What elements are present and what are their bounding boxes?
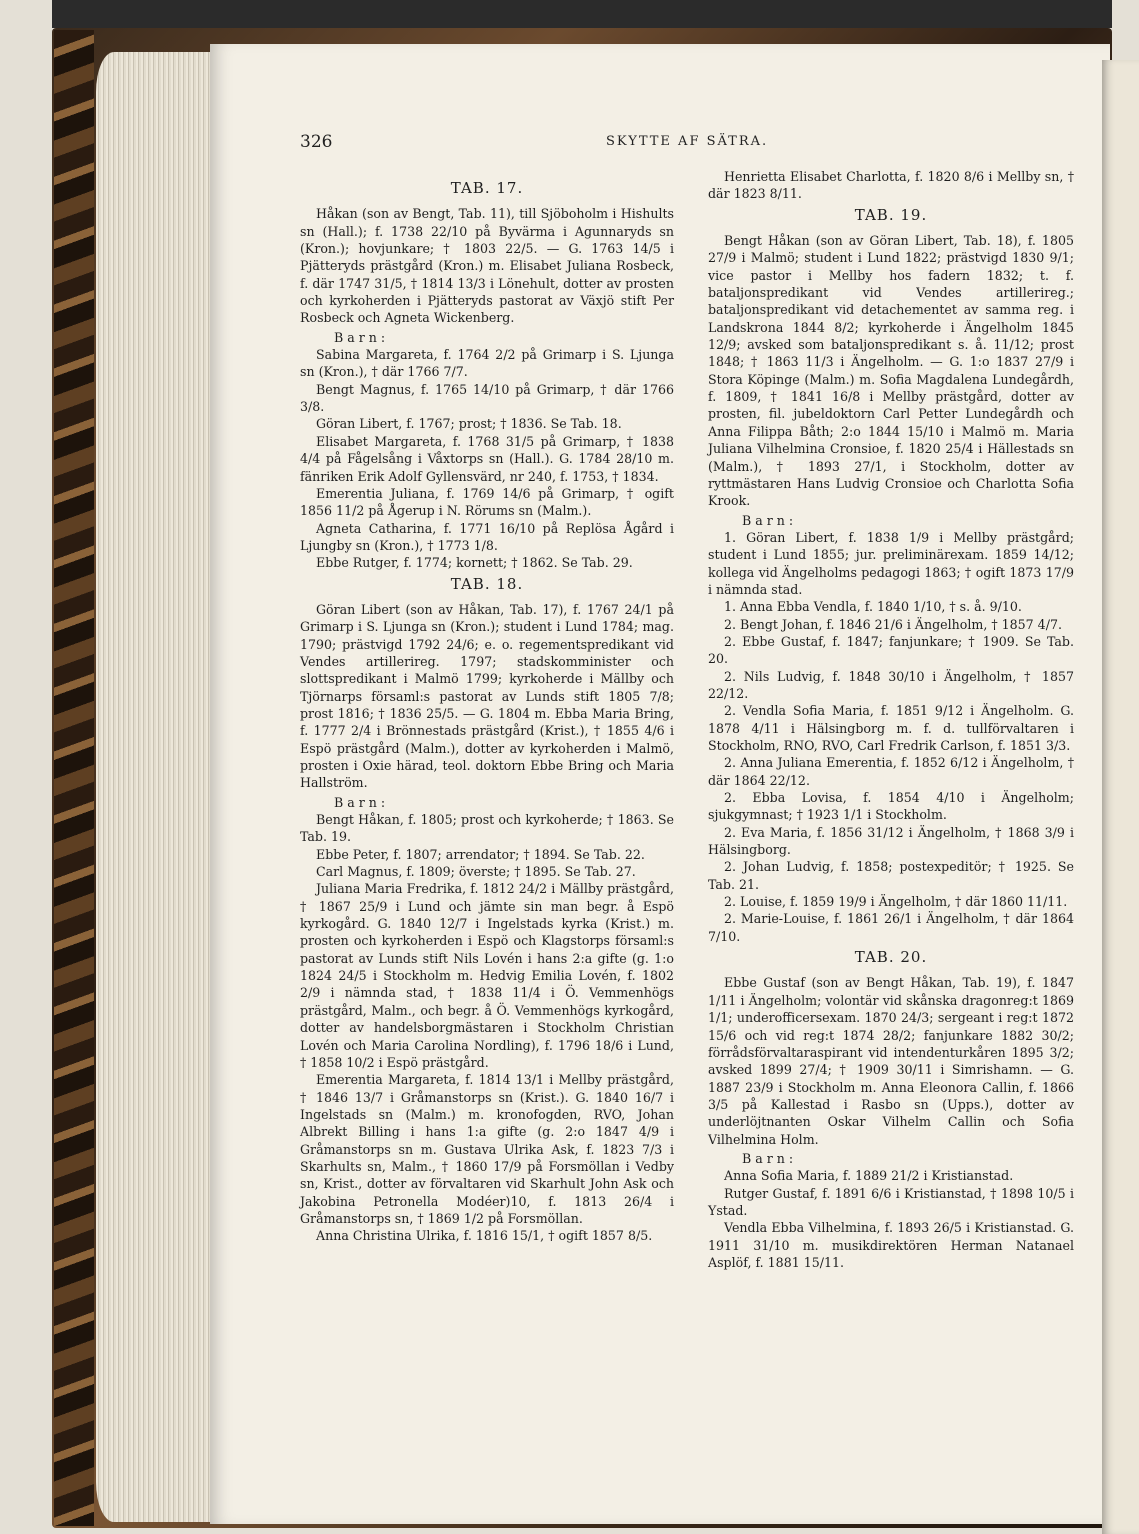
facing-page-edge [1102,60,1139,1534]
left-child-entry: Sabina Margareta, f. 1764 2/2 på Grimarp i S. Ljunga sn (Kron.), † där 1766 7/7. [300,347,674,380]
left-child-entry: Elisabet Margareta, f. 1768 31/5 på Grimarp, † 1838 4/4 på Fågelsång i Våxtorps sn (Hall.). G. 1784 28/10 m. fänriken Erik Adolf Gyllensvärd, nr 240, f. 1753, † 1834. [300,433,674,484]
left-children-label: Barn: [334,329,390,345]
right-child-entry: Rutger Gustaf, f. 1891 6/6 i Kristianstad, † 1898 10/5 i Ystad. [708,1185,1074,1218]
right-table-heading: TAB. 20. [854,948,928,967]
right-child-entry: 2. Ebba Lovisa, f. 1854 4/10 i Ängelholm; sjukgymnast; † 1923 1/1 i Stockholm. [708,790,1074,823]
right-children-label: Barn: [742,1150,798,1166]
left-biography-paragraph: Håkan (son av Bengt, Tab. 11), till Sjöboholm i Hishults sn (Hall.); f. 1738 22/10 på Byvärma i Agunnaryds sn (Kron.); hovjunkare; † 1803 22/5. — G. 1763 14/5 i Pjätteryds prästgård (Kron.) m. Elisabet Juliana Rosbeck, f. där 1747 31/5, † 1814 13/3 i Lönehult, dotter av prosten och kyrkoherden i Pjätteryds pastorat av Växjö stift Per Rosbeck och Agneta Wickenberg. [300,206,674,326]
right-child-entry: 2. Nils Ludvig, f. 1848 30/10 i Ängelholm, † 1857 22/12. [708,668,1074,701]
right-child-entry: 1. Anna Ebba Vendla, f. 1840 1/10, † s. å. 9/10. [724,599,1022,615]
left-child-entry: Carl Magnus, f. 1809; överste; † 1895. Se Tab. 27. [316,864,636,880]
right-child-entry: Anna Sofia Maria, f. 1889 21/2 i Kristianstad. [724,1168,1014,1184]
left-child-entry: Bengt Magnus, f. 1765 14/10 på Grimarp, † där 1766 3/8. [300,381,674,415]
right-child-entry: Henrietta Elisabet Charlotta, f. 1820 8/6 i Mellby sn, † där 1823 8/11. [708,169,1074,202]
left-children-label: Barn: [334,794,390,810]
left-child-entry: Göran Libert, f. 1767; prost; † 1836. Se Tab. 18. [316,416,622,432]
left-child-entry: Bengt Håkan, f. 1805; prost och kyrkoherde; † 1863. Se Tab. 19. [300,812,674,845]
right-biography-paragraph: Bengt Håkan (son av Göran Libert, Tab. 18), f. 1805 27/9 i Malmö; student i Lund 1822; prästvigd 1830 9/1; vice pastor i Mellby hos fadern 1832; t. f. bataljonspredikant vid Vendes artillerireg.; bataljonspredikant vid detachementet av samma reg. i Landskrona 1844 8/2; kyrkoherde i Ängelholm 1845 12/9; avsked som bataljonspredikant s. å. 11/12; prost 1848; † 1863 11/3 i Ängelholm. — G. 1:o 1837 27/9 i Stora Köpinge (Malm.) m. Sofia Magdalena Lundegårdh, f. 1809, † 1841 16/8 i Mellby prästgård, dotter av prosten, fil. jubeldoktorn Carl Petter Lundegårdh och Anna Filippa Båth; 2:o 1844 15/10 i Malmö m. Maria Juliana Vilhelmina Cronsioe, f. 1820 25/4 i Hällestads sn (Malm.), † 1893 27/1, i Stockholm, dotter av ryttmästaren Hans Ludvig Cronsioe och Charlotta Sofia Krook. [708,233,1074,509]
scanner-ruler-bar [52,0,1112,28]
page-number: 326 [300,132,333,152]
left-child-entry: Anna Christina Ulrika, f. 1816 15/1, † ogift 1857 8/5. [316,1228,653,1244]
right-children-label: Barn: [742,512,798,528]
right-column [708,168,1074,1271]
right-child-entry: 2. Bengt Johan, f. 1846 21/6 i Ängelholm, † 1857 4/7. [724,616,1062,632]
left-child-entry: Juliana Maria Fredrika, f. 1812 24/2 i Mällby prästgård, † 1867 25/9 i Lund och jämte sin man begr. å Espö kyrkogård. G. 1840 12/7 i Ingelstads kyrka (Krist.) m. prosten och kyrkoherden i Espö och Klagstorps församl:s pastorat av Lunds stift Nils Lovén i hans 2:a gifte (g. 1:o 1824 24/5 i Stockholm m. Hedvig Emilia Lovén, f. 1802 2/9 i nämnda stad, † 1838 11/4 i Ö. Vemmenhögs prästgård, Malm., och begr. å Ö. Vemmenhögs kyrkogård, dotter av handelsborgmästaren i Stockholm Christian Lovén och Maria Carolina Nordling), f. 1796 18/6 i Lund, † 1858 10/2 i Espö prästgård. [300,881,674,1070]
right-child-entry: 2. Eva Maria, f. 1856 31/12 i Ängelholm, † 1868 3/9 i Hälsingborg. [708,824,1074,858]
left-child-entry: Agneta Catharina, f. 1771 16/10 på Replösa Ågård i Ljungby sn (Kron.), † 1773 1/8. [300,520,674,553]
right-child-entry: 2. Ebbe Gustaf, f. 1847; fanjunkare; † 1909. Se Tab. 20. [708,633,1074,667]
right-child-entry: 1. Göran Libert, f. 1838 1/9 i Mellby prästgård; student i Lund 1855; jur. preliminärexam. 1859 14/12; kollega vid Ängelholms pedagogi 1863; † ogift 1873 17/9 i nämnda stad. [708,529,1074,597]
right-child-entry: 2. Vendla Sofia Maria, f. 1851 9/12 i Ängelholm. G. 1878 4/11 i Hälsingborg m. f. d. tullförvaltaren i Stockholm, RNO, RVO, Carl Fredrik Carlson, f. 1851 3/3. [708,703,1074,753]
left-table-heading: TAB. 17. [450,179,524,197]
book-spine [54,30,94,1526]
left-child-entry: Emerentia Margareta, f. 1814 13/1 i Mellby prästgård, † 1846 13/7 i Gråmanstorps sn (Krist.). G. 1840 16/7 i Ingelstads sn (Malm.) m. kronofogden, RVO, Johan Albrekt Billing i hans 1:a gifte (g. 2:o 1847 4/9 i Gråmanstorps sn m. Gustava Ulrika Ask, f. 1823 7/3 i Skarhults sn, Malm., † 1860 17/9 på Forsmöllan i Vedby sn, Krist., dotter av förvaltaren vid Skarhult John Ask och Jakobina Petronella Modéer)10, f. 1813 26/4 i Gråmanstorps sn, † 1869 1/2 på Forsmöllan. [300,1072,674,1226]
running-title: SKYTTE AF SÄTRA. [606,134,769,149]
right-child-entry: 2. Johan Ludvig, f. 1858; postexpeditör; † 1925. Se Tab. 21. [708,859,1074,892]
right-child-entry: Vendla Ebba Vilhelmina, f. 1893 26/5 i Kristianstad. G. 1911 31/10 m. musikdirektören Herman Natanael Asplöf, f. 1881 15/11. [708,1220,1074,1270]
left-column [300,176,674,1245]
left-biography-paragraph: Göran Libert (son av Håkan, Tab. 17), f. 1767 24/1 på Grimarp i S. Ljunga sn (Kron.); student i Lund 1784; mag. 1790; prästvigd 1792 24/6; e. o. regementspredikant vid Vendes artillerireg. 1797; stadskomminister och slottspredikant i Malmö 1799; kyrkoherde i Mällby och Tjörnarps församl:s pastorat av Lunds stift 1805 7/8; prost 1816; † 1836 25/5. — G. 1804 m. Ebba Maria Bring, f. 1777 2/4 i Brönnestads prästgård (Krist.), † 1855 4/6 i Espö prästgård (Malm.), dotter av kyrkoherden i Malmö, prosten i Oxie härad, teol. doktorn Ebbe Bring och Maria Hallström. [300,601,674,791]
right-biography-paragraph: Ebbe Gustaf (son av Bengt Håkan, Tab. 19), f. 1847 1/11 i Ängelholm; volontär vid skånska dragonreg:t 1869 1/1; underofficersexam. 1870 24/3; sergeant i reg:t 1872 15/6 och vid reg:t 1874 28/2; fanjunkare 1882 30/2; förrådsförvaltaraspirant vid intendenturkåren 1895 3/2; avsked 1899 27/4; † 1909 30/11 i Simrishamn. — G. 1887 23/9 i Stockholm m. Anna Eleonora Callin, f. 1866 3/5 på Kallestad i Rasbo sn (Upps.), dotter av underlöjtnanten Oskar Vilhelm Callin och Sofia Vilhelmina Holm. [708,975,1074,1147]
right-child-entry: 2. Anna Juliana Emerentia, f. 1852 6/12 i Ängelholm, † där 1864 22/12. [708,755,1074,788]
right-table-heading: TAB. 19. [854,205,928,224]
right-child-entry: 2. Marie-Louise, f. 1861 26/1 i Ängelholm, † där 1864 7/10. [708,911,1074,944]
left-child-entry: Ebbe Rutger, f. 1774; kornett; † 1862. Se Tab. 29. [316,555,633,571]
page-edges [96,52,222,1522]
right-child-entry: 2. Louise, f. 1859 19/9 i Ängelholm, † där 1860 11/11. [724,894,1068,910]
left-child-entry: Emerentia Juliana, f. 1769 14/6 på Grimarp, † ogift 1856 11/2 på Ågerup i N. Rörums sn (Malm.). [300,485,674,519]
left-table-heading: TAB. 18. [450,574,524,593]
left-child-entry: Ebbe Peter, f. 1807; arrendator; † 1894. Se Tab. 22. [316,846,645,862]
